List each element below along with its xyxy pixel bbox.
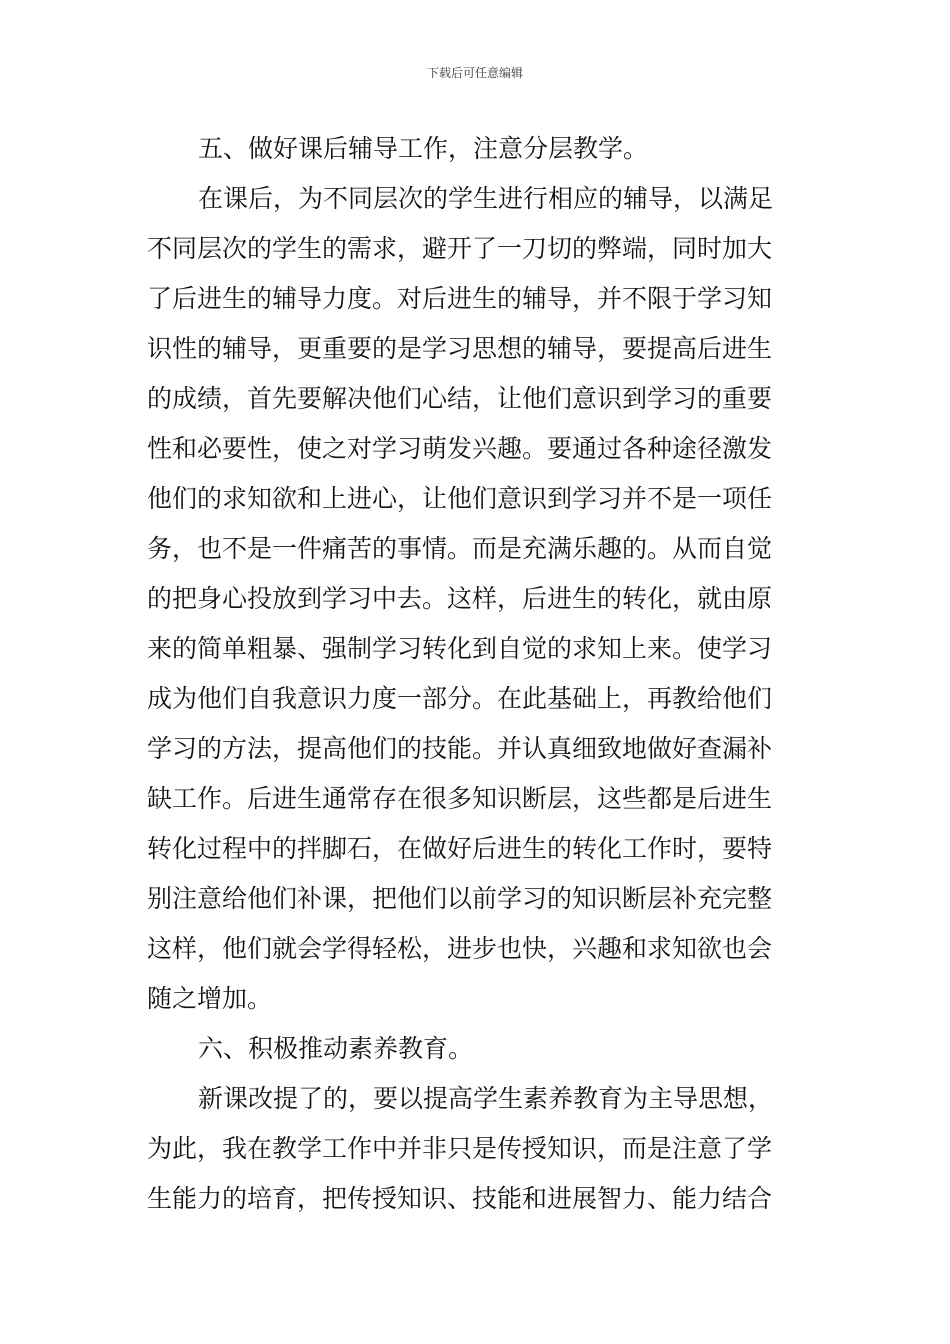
body-paragraph <box>147 174 807 1024</box>
text-line: 了后进生的辅导力度。对后进生的辅导，并不限于学习知 <box>147 284 773 313</box>
text-line: 这样，他们就会学得轻松，进步也快，兴趣和求知欲也会 <box>147 934 773 963</box>
page-header: 下载后可任意编辑 <box>426 66 523 80</box>
text-line: 缺工作。后进生通常存在很多知识断层，这些都是后进生 <box>147 784 773 813</box>
text-line: 在课后，为不同层次的学生进行相应的辅导，以满足 <box>198 184 774 213</box>
text-line: 六、积极推动素养教育。 <box>198 1034 474 1063</box>
text-line: 务，也不是一件痛苦的事情。而是充满乐趣的。从而自觉 <box>147 534 773 563</box>
text-line: 他们的求知欲和上进心，让他们意识到学习并不是一项任 <box>147 484 773 513</box>
text-line: 的成绩，首先要解决他们心结，让他们意识到学习的重要 <box>147 384 773 413</box>
body-paragraph <box>147 1074 807 1224</box>
text-line: 性和必要性，使之对学习萌发兴趣。要通过各种途径激发 <box>147 434 773 463</box>
text-line: 来的简单粗暴、强制学习转化到自觉的求知上来。使学习 <box>147 634 773 663</box>
text-line: 为此，我在教学工作中并非只是传授知识，而是注意了学 <box>147 1134 773 1163</box>
text-line: 转化过程中的拌脚石，在做好后进生的转化工作时，要特 <box>147 834 773 863</box>
text-line: 随之增加。 <box>147 984 273 1013</box>
text-line: 成为他们自我意识力度一部分。在此基础上，再教给他们 <box>147 684 773 713</box>
text-line: 不同层次的学生的需求，避开了一刀切的弊端，同时加大 <box>147 234 773 263</box>
section-heading-5 <box>147 124 807 174</box>
text-line: 学习的方法，提高他们的技能。并认真细致地做好查漏补 <box>147 734 773 763</box>
text-line: 的把身心投放到学习中去。这样，后进生的转化，就由原 <box>147 584 773 613</box>
text-line: 别注意给他们补课，把他们以前学习的知识断层补充完整 <box>147 884 773 913</box>
text-line: 识性的辅导，更重要的是学习思想的辅导，要提高后进生 <box>147 334 773 363</box>
text-line: 新课改提了的，要以提高学生素养教育为主导思想， <box>198 1084 774 1113</box>
section-heading-6 <box>147 1024 807 1074</box>
text-line: 生能力的培育，把传授知识、技能和进展智力、能力结合 <box>147 1184 773 1213</box>
text-line: 五、做好课后辅导工作，注意分层教学。 <box>198 134 649 163</box>
document-body <box>147 124 807 1224</box>
